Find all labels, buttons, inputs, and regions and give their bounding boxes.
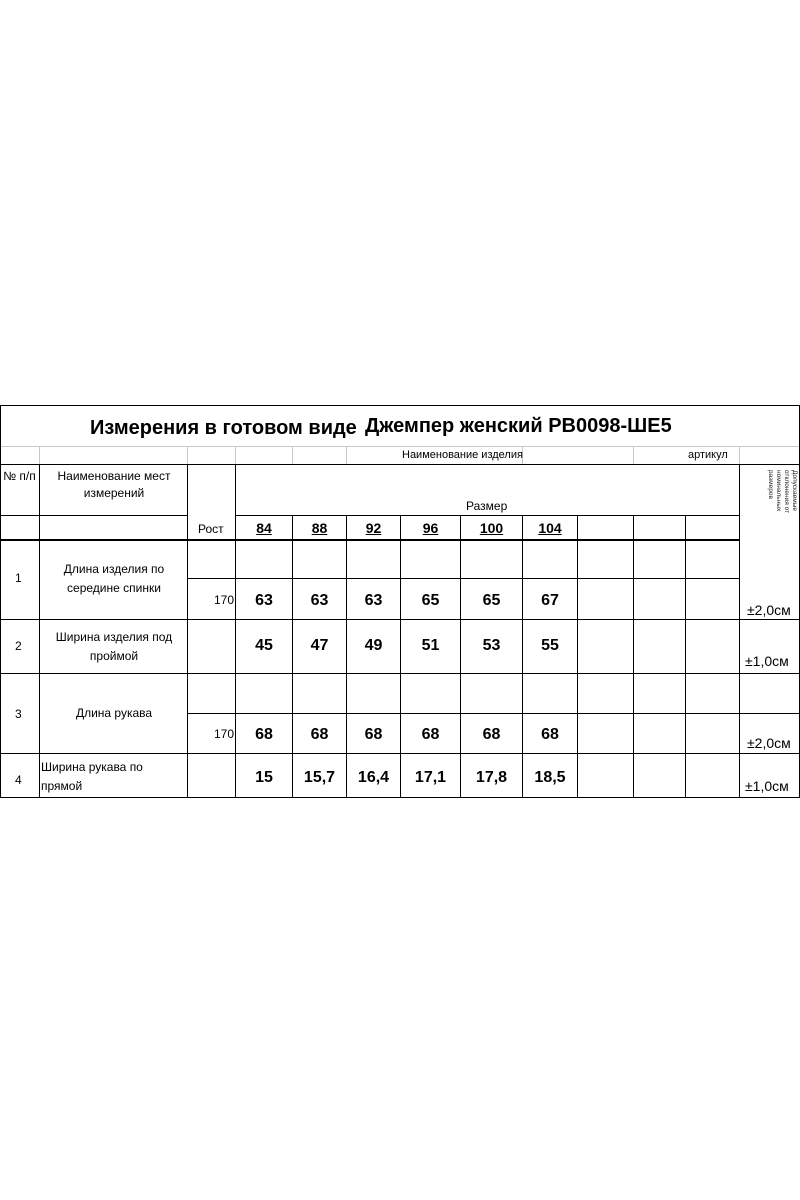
size-header: 100 xyxy=(479,520,504,536)
measurement-value: 45 xyxy=(255,637,273,654)
tolerance-value: ±1,0см xyxy=(745,778,789,794)
measurement-value: 63 xyxy=(255,592,273,609)
measurement-value: 68 xyxy=(364,726,383,743)
row-name: Ширина изделия под проймой xyxy=(55,630,173,663)
table-line xyxy=(400,515,401,798)
divider xyxy=(292,446,293,464)
column-header-tolerance: Допускаемые отклонения от номинальных размеров xyxy=(767,470,798,514)
measurement-value: 55 xyxy=(541,637,559,654)
divider xyxy=(633,446,634,464)
divider xyxy=(39,446,40,464)
table-line xyxy=(522,515,523,798)
table-line xyxy=(739,464,740,798)
row-height: 170 xyxy=(214,593,235,607)
measurement-value: 47 xyxy=(310,637,329,654)
measurement-value: 65 xyxy=(421,592,440,609)
size-header: 92 xyxy=(365,520,382,536)
column-header-name: Наименование мест измерений xyxy=(57,469,171,500)
title-measurements: Измерения в готовом виде xyxy=(90,417,357,439)
product-name-label: Наименование изделия xyxy=(402,449,523,461)
tolerance-value: ±2,0см xyxy=(747,602,791,618)
measurement-value: 17,1 xyxy=(414,769,447,786)
divider xyxy=(235,446,236,464)
table-line xyxy=(0,515,40,516)
measurement-value: 53 xyxy=(482,637,501,654)
table-line xyxy=(346,515,347,798)
row-name: Длина рукава xyxy=(75,706,153,720)
tolerance-value: ±2,0см xyxy=(747,735,791,751)
measurement-value: 68 xyxy=(255,726,273,743)
table-line xyxy=(0,464,800,465)
measurement-value: 49 xyxy=(364,637,383,654)
table-line xyxy=(235,515,740,516)
measurement-value: 68 xyxy=(310,726,329,743)
column-header-size: Размер xyxy=(466,499,508,513)
table-line xyxy=(460,515,461,798)
table-line xyxy=(633,515,634,798)
article-label: артикул xyxy=(688,449,728,461)
measurement-value: 68 xyxy=(482,726,501,743)
size-header: 104 xyxy=(538,520,562,536)
divider xyxy=(739,446,740,464)
divider xyxy=(346,446,347,464)
table-line xyxy=(187,464,188,798)
size-header: 88 xyxy=(311,520,328,536)
table-line xyxy=(292,515,293,798)
table-line xyxy=(0,539,740,541)
size-header: 96 xyxy=(422,520,439,536)
measurement-value: 68 xyxy=(421,726,440,743)
measurement-table xyxy=(0,400,800,798)
measurement-value: 51 xyxy=(421,637,440,654)
row-name: Длина изделия по середине спинки xyxy=(63,562,165,595)
tolerance-value: ±1,0см xyxy=(745,653,789,669)
table-border-top xyxy=(0,405,800,406)
table-line xyxy=(40,515,187,516)
measurement-value: 63 xyxy=(364,592,383,609)
row-number: 3 xyxy=(15,707,22,721)
title-product: Джемпер женский РВ0098-ШЕ5 xyxy=(365,415,672,437)
measurement-value: 15,7 xyxy=(303,769,336,786)
table-line xyxy=(39,464,40,798)
table-line xyxy=(577,515,578,798)
measurement-value: 67 xyxy=(541,592,559,609)
measurement-value: 15 xyxy=(255,769,273,786)
row-name: Ширина рукава по прямой xyxy=(41,760,143,793)
divider xyxy=(187,446,188,464)
measurement-value: 17,8 xyxy=(475,769,508,786)
column-header-height: Рост xyxy=(198,522,224,536)
table-line xyxy=(235,464,236,798)
table-line xyxy=(187,713,800,714)
table-line xyxy=(685,515,686,798)
row-number: 1 xyxy=(15,571,22,585)
measurement-value: 18,5 xyxy=(534,769,566,786)
measurement-value: 68 xyxy=(541,726,559,743)
size-header: 84 xyxy=(256,520,272,536)
row-number: 4 xyxy=(15,773,22,787)
row-height: 170 xyxy=(214,727,235,741)
divider xyxy=(0,446,800,447)
measurement-value: 63 xyxy=(310,592,329,609)
row-number: 2 xyxy=(15,639,22,653)
measurement-value: 65 xyxy=(482,592,501,609)
measurement-value: 16,4 xyxy=(357,769,390,786)
table-line xyxy=(187,578,740,579)
column-header-number: № п/п xyxy=(3,469,36,483)
